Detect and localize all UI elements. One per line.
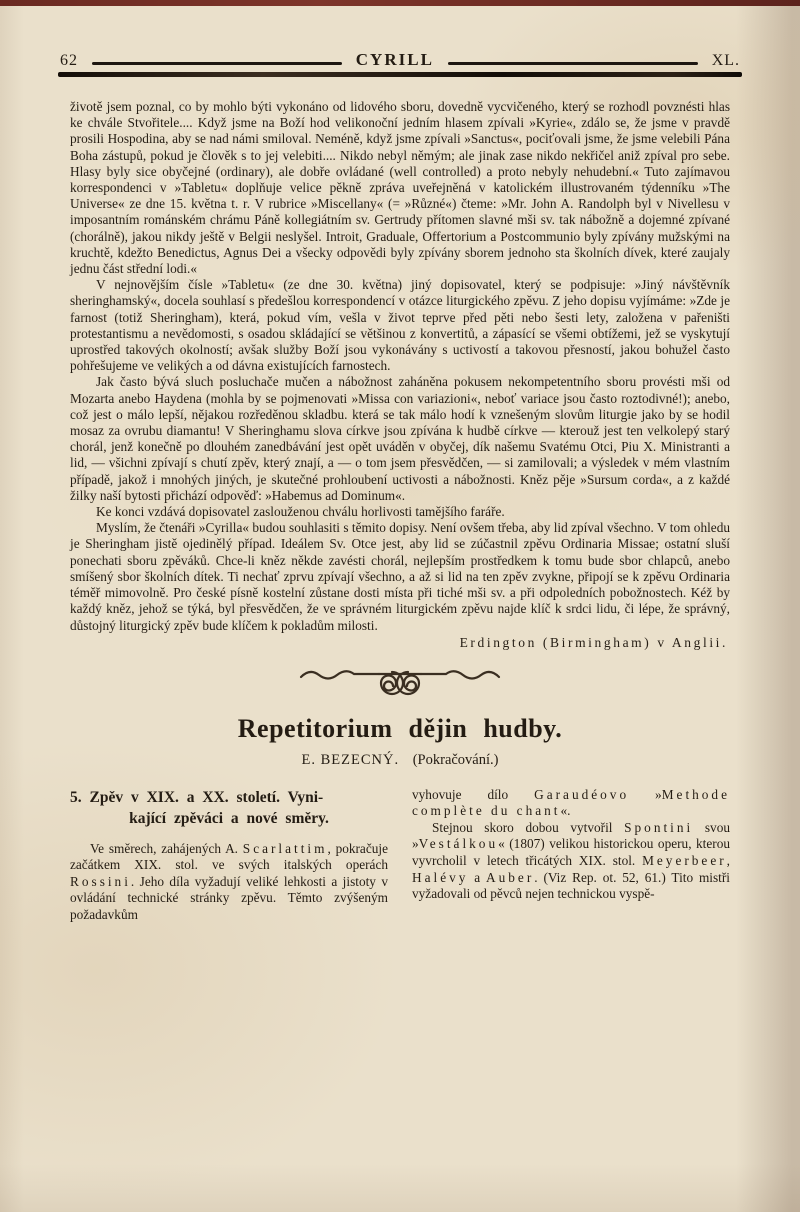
article-paragraph: životě jsem poznal, co by mohlo býti vykonáno od lidového sboru, dovedně vycvičeného, který se rozhodl povznésti hlas ke chvále Stvořitele.... Když jsme na Boží hod velikonoční jedním hlasem zpívali »Kyrie«, zdálo se, že jsme v pravdě prosili Hospodina, aby se nad námi smiloval. Neméně, když jsme zpívali »Sanctus«, pociťovali jsme, že jsme velebili Pána Boha zástupů, pokud je člověk s to jej velebiti.... Nikdo nebyl němým; ale jinak zase nikdo nekřičel aniž zpíval pro sebe. Hlasy byly sice obyčejné (ordinary), ale dobře ovládané (well controlled) a proto nebyly nehudební.« Tuto zajímavou korrespondenci v »Tabletu« doplňuje velice pěkně zpráva uveřejněná v katolickém illustrovaném týdenníku »The Universe« ze dne 15. května t. r. V rubrice »Miscellany« (= »Různé«) čteme: »Mr. John A. Randolph byl v Nivellesu v imposantním románském chrámu Páně kollegiátním sv. Gertrudy přítomen slavné mši sv. tak nábožně a dojemné zpívané (chorálně), jakou nikdy ještě v Belgii neslyšel. Introit, Graduale, Offertorium a Postcommunio byly zpívány mužskými na kruchtě, kdežto Benedictus, Agnus Dei a všecky odpovědi byly zpívány sborem jednoho sta školních dívek, které zaujaly jednu část střední lodi.«: [70, 99, 730, 277]
article-paragraph: V nejnovějším čísle »Tabletu« (ze dne 30. května) jiný dopisovatel, který se podpisuje: »Jiný návštěvník sheringhamský«, docela souhlasí s předešlou korrespondencí v otázce liturgického zpěvu. Z jeho dopisu vyjímáme: »Zde je farnost (totiž Sheringham), která, pokud vím, vešla v život teprve před pěti nebo šesti lety, založena v pařeništi protestantismu a nevědomosti, s osadou skládající se většinou z konvertitů, a zápasící se všemi obtížemi, jež se vyskytují uprostřed takových okolností; avšak služby Boží jsou vykonávány s uctivostí a takovou přesností, jakou bohužel často pohřešujeme ve velikých a od dávna existujících farnostech.: [70, 277, 730, 374]
scroll-flourish-icon: [295, 664, 505, 702]
page-number: 62: [60, 52, 78, 69]
article-correspondence: [70, 99, 730, 634]
column-paragraph: Ve směrech, zahájených A. Scarlattim, pokračuje začátkem XIX. stol. ve svých italských operách Rossini. Jeho díla vyžadují veliké lehkosti a jistoty v ovládání technické stránky zpěvu. Těmto zvýšeným požadavkům: [70, 840, 388, 923]
continuation-note: (Pokračování.): [412, 751, 499, 768]
column-paragraph: vyhovuje dílo Garaudéovo »Methode complète du chant«.: [412, 786, 730, 819]
article-paragraph: Ke konci vzdává dopisovatel zaslouženou chválu horlivosti tamějšího faráře.: [96, 504, 505, 520]
article-byline: [58, 752, 742, 769]
column-paragraph: Stejnou skoro dobou vytvořil Spontini svou »Vestálkou« (1807) velikou historickou operu, kterou vyvrcholil v letech třicátých XIX. stol. Meyerbeer, Halévy a Auber. (Viz Rep. ot. 52, 61.) Tito mistři vyžadovali od pěvců nejen technickou vyspě-: [412, 819, 730, 902]
page-top-edge-band: [0, 0, 800, 6]
two-column-section: [70, 787, 730, 924]
section-heading-line1: 5. Zpěv v XIX. a XX. století. Vyni-: [70, 788, 324, 806]
article-signature: Erdington (Birmingham) v Anglii.: [459, 634, 728, 650]
section-heading: [70, 787, 388, 829]
running-head: [58, 50, 742, 70]
journal-title: CYRILL: [355, 50, 434, 69]
right-column: [412, 787, 730, 924]
page-content: [58, 50, 742, 924]
header-rule-right: [448, 62, 698, 65]
article-title: Repetitorium dějin hudby.: [237, 713, 563, 743]
header-rule-left: [92, 62, 342, 65]
article-paragraph: Myslím, že čtenáři »Cyrilla« budou souhlasiti s těmito dopisy. Není ovšem třeba, aby lid zpíval všechno. V tom ohledu je Sheringham jistě ojedinělý případ. Ideálem Sv. Otce jest, aby lid se zúčastnil zpěvu Ordinaria Missae; ostatní sluší ponechati sboru zpěváků. Chce-li kněz někde zavésti chorál, nejlepším prostředkem k tomu bude sbor chlapců, anebo smíšený sbor školních dítek. Ti nechať zprvu zpívají všechno, a až si lid na ten zpěv zvykne, připojí se k zpěvu Ordinaria téměř mimovolně. Pro české písně kostelní zůstane dosti místa při tiché mši sv. a při odpoledních pobožnostech. Kéž by každý kněz, jehož se týká, byl přesvědčen, že ve správném liturgickém zpěvu najde klíč k srdci lidu, či lépe, že správný, důstojný liturgický zpěv bude klíčem k pokladům milosti.: [70, 520, 730, 633]
section-heading-line2: kající zpěváci a nové směry.: [129, 809, 329, 827]
article-author: E. BEZECNÝ.: [301, 751, 400, 768]
article-paragraph: Jak často bývá sluch posluchače mučen a nábožnost zaháněna pokusem nekompetentního sboru provésti mši od Mozarta anebo Haydena (mohla by se pojmenovati »Missa con variazioni«, neboť variace jsou často roztodivné!); anebo, což jest o málo lepší, nějakou rozředěnou skladbu. která se tak málo hodí k vznešeným slovům liturgie jako by se hodil mosaz za ovrubu diamantu! V Sheringhamu slova církve jsou zpívána k hudbě církve — kterouž jest ten velkolepý starý chorál, jenž konečně po dlouhém zanedbávání jest opět uváděn v obyčej, dík našemu Svatému Otci, Piu X. Ministranti a lid, — všichni zpívají s chutí zpěv, který znají, a — o tom jsem přesvědčen, — si zamilovali; a výsledek v mém vlastním případě, jakož i mnohých jiných, je skutečné prohloubení uctivosti a nábožnosti. Kněz pěje »Sursum corda«, a z každé žilky naší bytosti přichází odpověď: »Habemus ad Dominum«.: [70, 374, 730, 503]
issue-number: XL.: [711, 52, 741, 69]
section-divider: [58, 664, 742, 702]
left-column: [70, 787, 388, 924]
header-heavy-rule: [58, 72, 742, 77]
